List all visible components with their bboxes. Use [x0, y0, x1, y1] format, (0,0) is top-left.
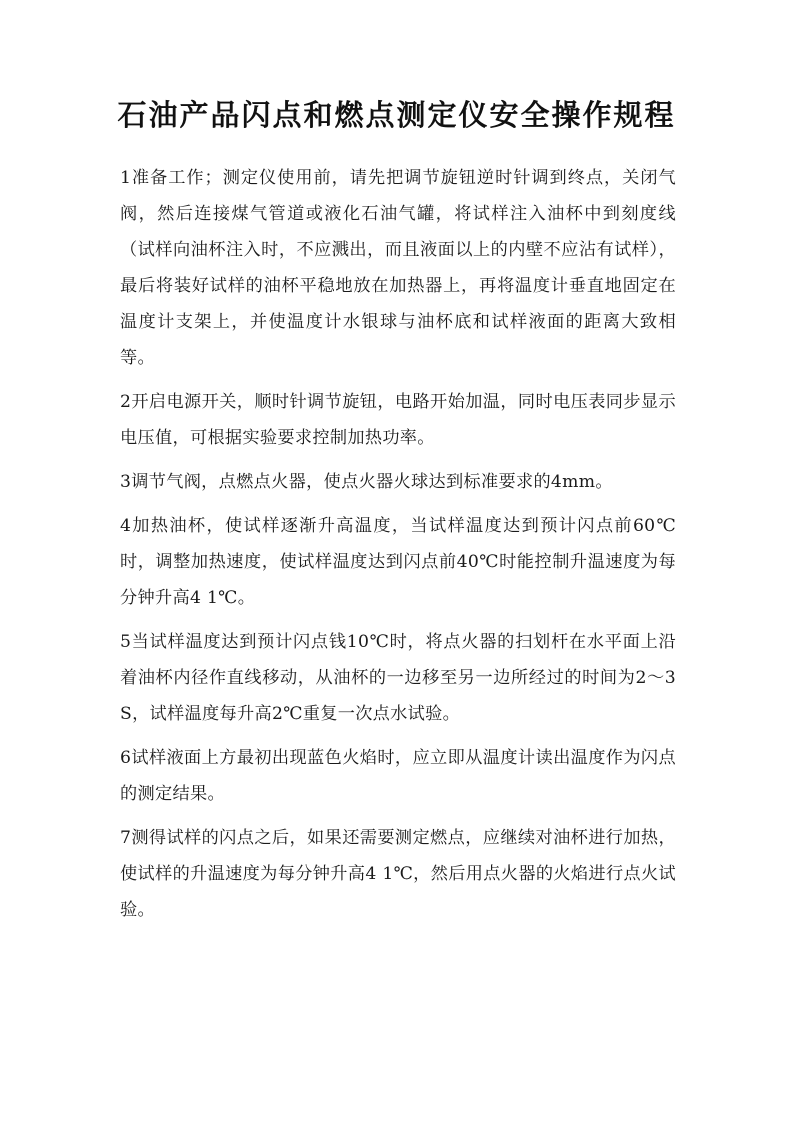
paragraph-step-3: 3调节气阀，点燃点火器，使点火器火球达到标准要求的4mm。 — [120, 472, 613, 492]
document-body — [120, 160, 676, 936]
paragraph-step-4: 4加热油杯，使试样逐渐升高温度，当试样温度达到预计闪点前60℃时，调整加热速度，使试样温度达到闪点前40℃时能控制升温速度为每分钟升高4 1℃。 — [120, 516, 676, 608]
paragraph-step-5: 5当试样温度达到预计闪点钱10℃时，将点火器的扫划杆在水平面上沿着油杯内径作直线移动，从油杯的一边移至另一边所经过的时间为2～3S，试样温度每升高2℃重复一次点水试验。 — [120, 632, 676, 724]
document-title: 石油产品闪点和燃点测定仪安全操作规程 — [117, 98, 676, 132]
paragraph-step-6: 6试样液面上方最初出现蓝色火焰时，应立即从温度计读出温度作为闪点的测定结果。 — [120, 748, 676, 804]
paragraph-step-7: 7测得试样的闪点之后，如果还需要测定燃点，应继续对油杯进行加热，使试样的升温速度为每分钟升高4 1℃，然后用点火器的火焰进行点火试验。 — [120, 828, 676, 920]
paragraph-step-1: 1准备工作；测定仪使用前，请先把调节旋钮逆时针调到终点，关闭气阀，然后连接煤气管道或液化石油气罐，将试样注入油杯中到刻度线（试样向油杯注入时，不应溅出，而且液面以上的内壁不应沾有试样），最后将装好试样的油杯平稳地放在加热器上，再将温度计垂直地固定在温度计支架上，并使温度计水银球与油杯底和试样液面的距离大致相等。 — [120, 168, 676, 368]
paragraph-step-2: 2开启电源开关，顺时针调节旋钮，电路开始加温，同时电压表同步显示电压值，可根据实验要求控制加热功率。 — [120, 392, 676, 448]
